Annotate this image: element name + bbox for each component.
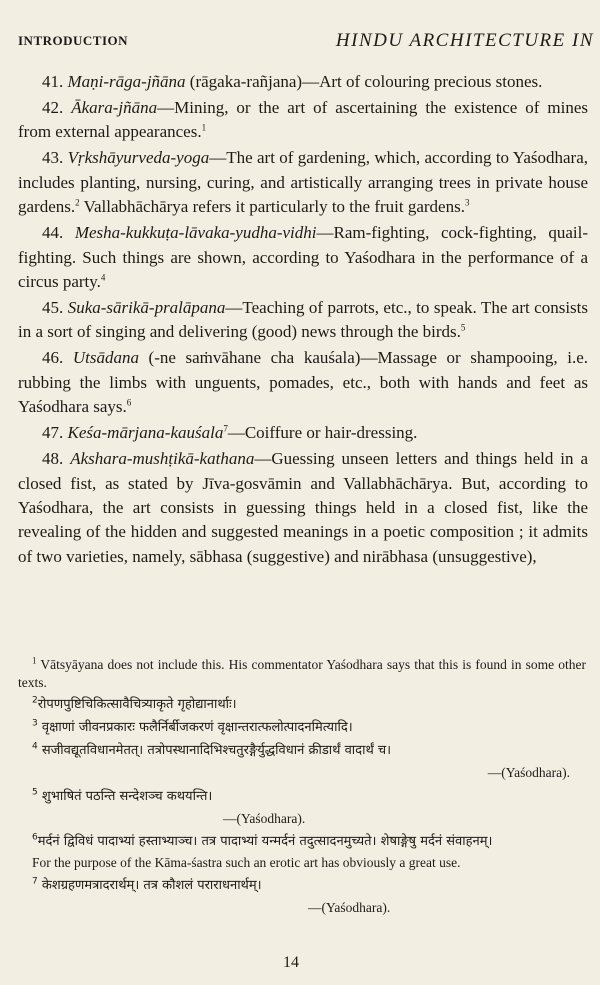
art-name: Maṇi-rāga-jñāna bbox=[67, 72, 186, 91]
paragraph-43: 43. Vṛkshāyurveda-yoga—The art of gardening, which, according to Yaśodhara, includes planting, nursing, curing, and artistically arranging trees in private house gardens.$^2$ Vallabhāchārya refers it particularly to the fruit gardens.$^3$ bbox=[18, 148, 588, 217]
footnote-ref: 1 bbox=[201, 122, 207, 133]
footnote-6: $^6$मर्दनं द्विविधं पादाभ्यां हस्ताभ्याञ्च। तत्र पादाभ्यां यन्मर्दनं तदुत्सादनमुच्यते। शेषाङ्गेषु मर्दनं संवाहनम्। bbox=[32, 832, 493, 849]
footnote-1: $^1$ Vātsyāyana does not include this. His commentator Yaśodhara says that this is found in some other texts. bbox=[18, 655, 586, 690]
attribution: —(Yaśodhara). bbox=[223, 810, 306, 826]
paragraph-44: 44. Mesha-kukkuṭa-lāvaka-yudha-vidhi—Ram-fighting, cock-fighting, quail-fighting. Such things are shown, according to Yaśodhara in the performance of a circus party.$^4$ bbox=[18, 223, 588, 292]
paragraph-42: 42. Ākara-jñāna—Mining, or the art of ascertaining the existence of mines from external appearances.$^1$ bbox=[18, 98, 589, 142]
page-number: 14 bbox=[283, 954, 299, 971]
attribution: —(Yaśodhara). bbox=[308, 899, 391, 915]
main-text bbox=[18, 70, 588, 571]
art-name: Vṛkshāyurveda-yoga bbox=[67, 148, 210, 168]
footnotes bbox=[18, 656, 586, 920]
paragraph-41: 41. Maṇi-rāga-jñāna (rāgaka-rañjana)—Art of colouring precious stones. bbox=[42, 72, 543, 91]
art-name: Akshara-mushṭikā-kathana bbox=[70, 449, 255, 469]
art-name: Utsādana bbox=[72, 348, 139, 368]
footnote-ref: 3 bbox=[464, 197, 470, 208]
book-title: HINDU ARCHITECTURE IN bbox=[335, 30, 594, 51]
running-head bbox=[18, 30, 600, 52]
attribution: —(Yaśodhara). bbox=[487, 765, 570, 780]
section-title: INTRODUCTION bbox=[18, 33, 129, 48]
paragraph-47: 47. Keśa-mārjana-kauśala$^7$—Coiffure or hair-dressing. bbox=[42, 423, 418, 443]
footnote-2: $^2$रोपणपुष्टिचिकित्सावैचित्र्याकृते गृहोद्यानार्थाः। bbox=[32, 695, 237, 712]
footnote-6-note: For the purpose of the Kāma-śastra such an erotic art has obviously a great use. bbox=[32, 855, 461, 870]
art-name: Keśa-mārjana-kauśala bbox=[67, 423, 224, 443]
footnote-ref: 7 bbox=[223, 423, 228, 434]
art-name: Ākara-jñāna bbox=[71, 98, 158, 117]
paragraph-45: 45. Suka-sārikā-pralāpana—Teaching of parrots, etc., to speak. The art consists in a sort of singing and delivering (good) news through the birds.$^5$ bbox=[18, 298, 589, 342]
footnote-ref: 5 bbox=[460, 322, 466, 333]
footnote-ref: 4 bbox=[100, 272, 106, 283]
footnote-5: $^5$ शुभाषितं पठन्ति सन्देशञ्च कथयन्ति। bbox=[32, 787, 213, 804]
footnote-4: $^4$ सजीवद्यूतविधानमेतत्। तत्रोपस्थानादिभिश्चतुरङ्गैर्युद्धविधानं क्रीडार्थं वादार्थं च। bbox=[32, 741, 392, 758]
footnote-3: $^3$ वृक्षाणां जीवनप्रकारः फलैर्निर्बीजकरणं वृक्षान्तरात्फलोत्पादनमित्यादि। bbox=[32, 718, 353, 735]
paragraph-48: 48. Akshara-mushṭikā-kathana—Guessing unseen letters and things held in a closed fist, as stated by Jīva-gosvāmin and Vallabhāchārya. But, according to Yaśodhara, the art consists in guessing things held in a closed fist, like the revealing of the hidden and suggested meanings in a poetic composition ; it admits of two varieties, namely, sābhasa (suggestive) and nirābhasa (unsuggestive), bbox=[18, 449, 589, 566]
art-name: Suka-sārikā-pralāpana bbox=[67, 298, 226, 318]
footnote-ref: 2 bbox=[75, 197, 80, 208]
footnote-7: $^7$ केशग्रहणमत्रादरार्थम्। तत्र कौशलं पराराधनार्थम्। bbox=[32, 876, 262, 893]
paragraph-46: 46. Utsādana (-ne saṁvāhane cha kauśala)—Massage or shampooing, i.e. rubbing the limbs with unguents, pomades, etc., both with hands and feet as Yaśodhara says.$^6$ bbox=[18, 348, 588, 417]
art-name: Mesha-kukkuṭa-lāvaka-yudha-vidhi bbox=[74, 223, 317, 243]
footnote-ref: 6 bbox=[126, 397, 132, 408]
